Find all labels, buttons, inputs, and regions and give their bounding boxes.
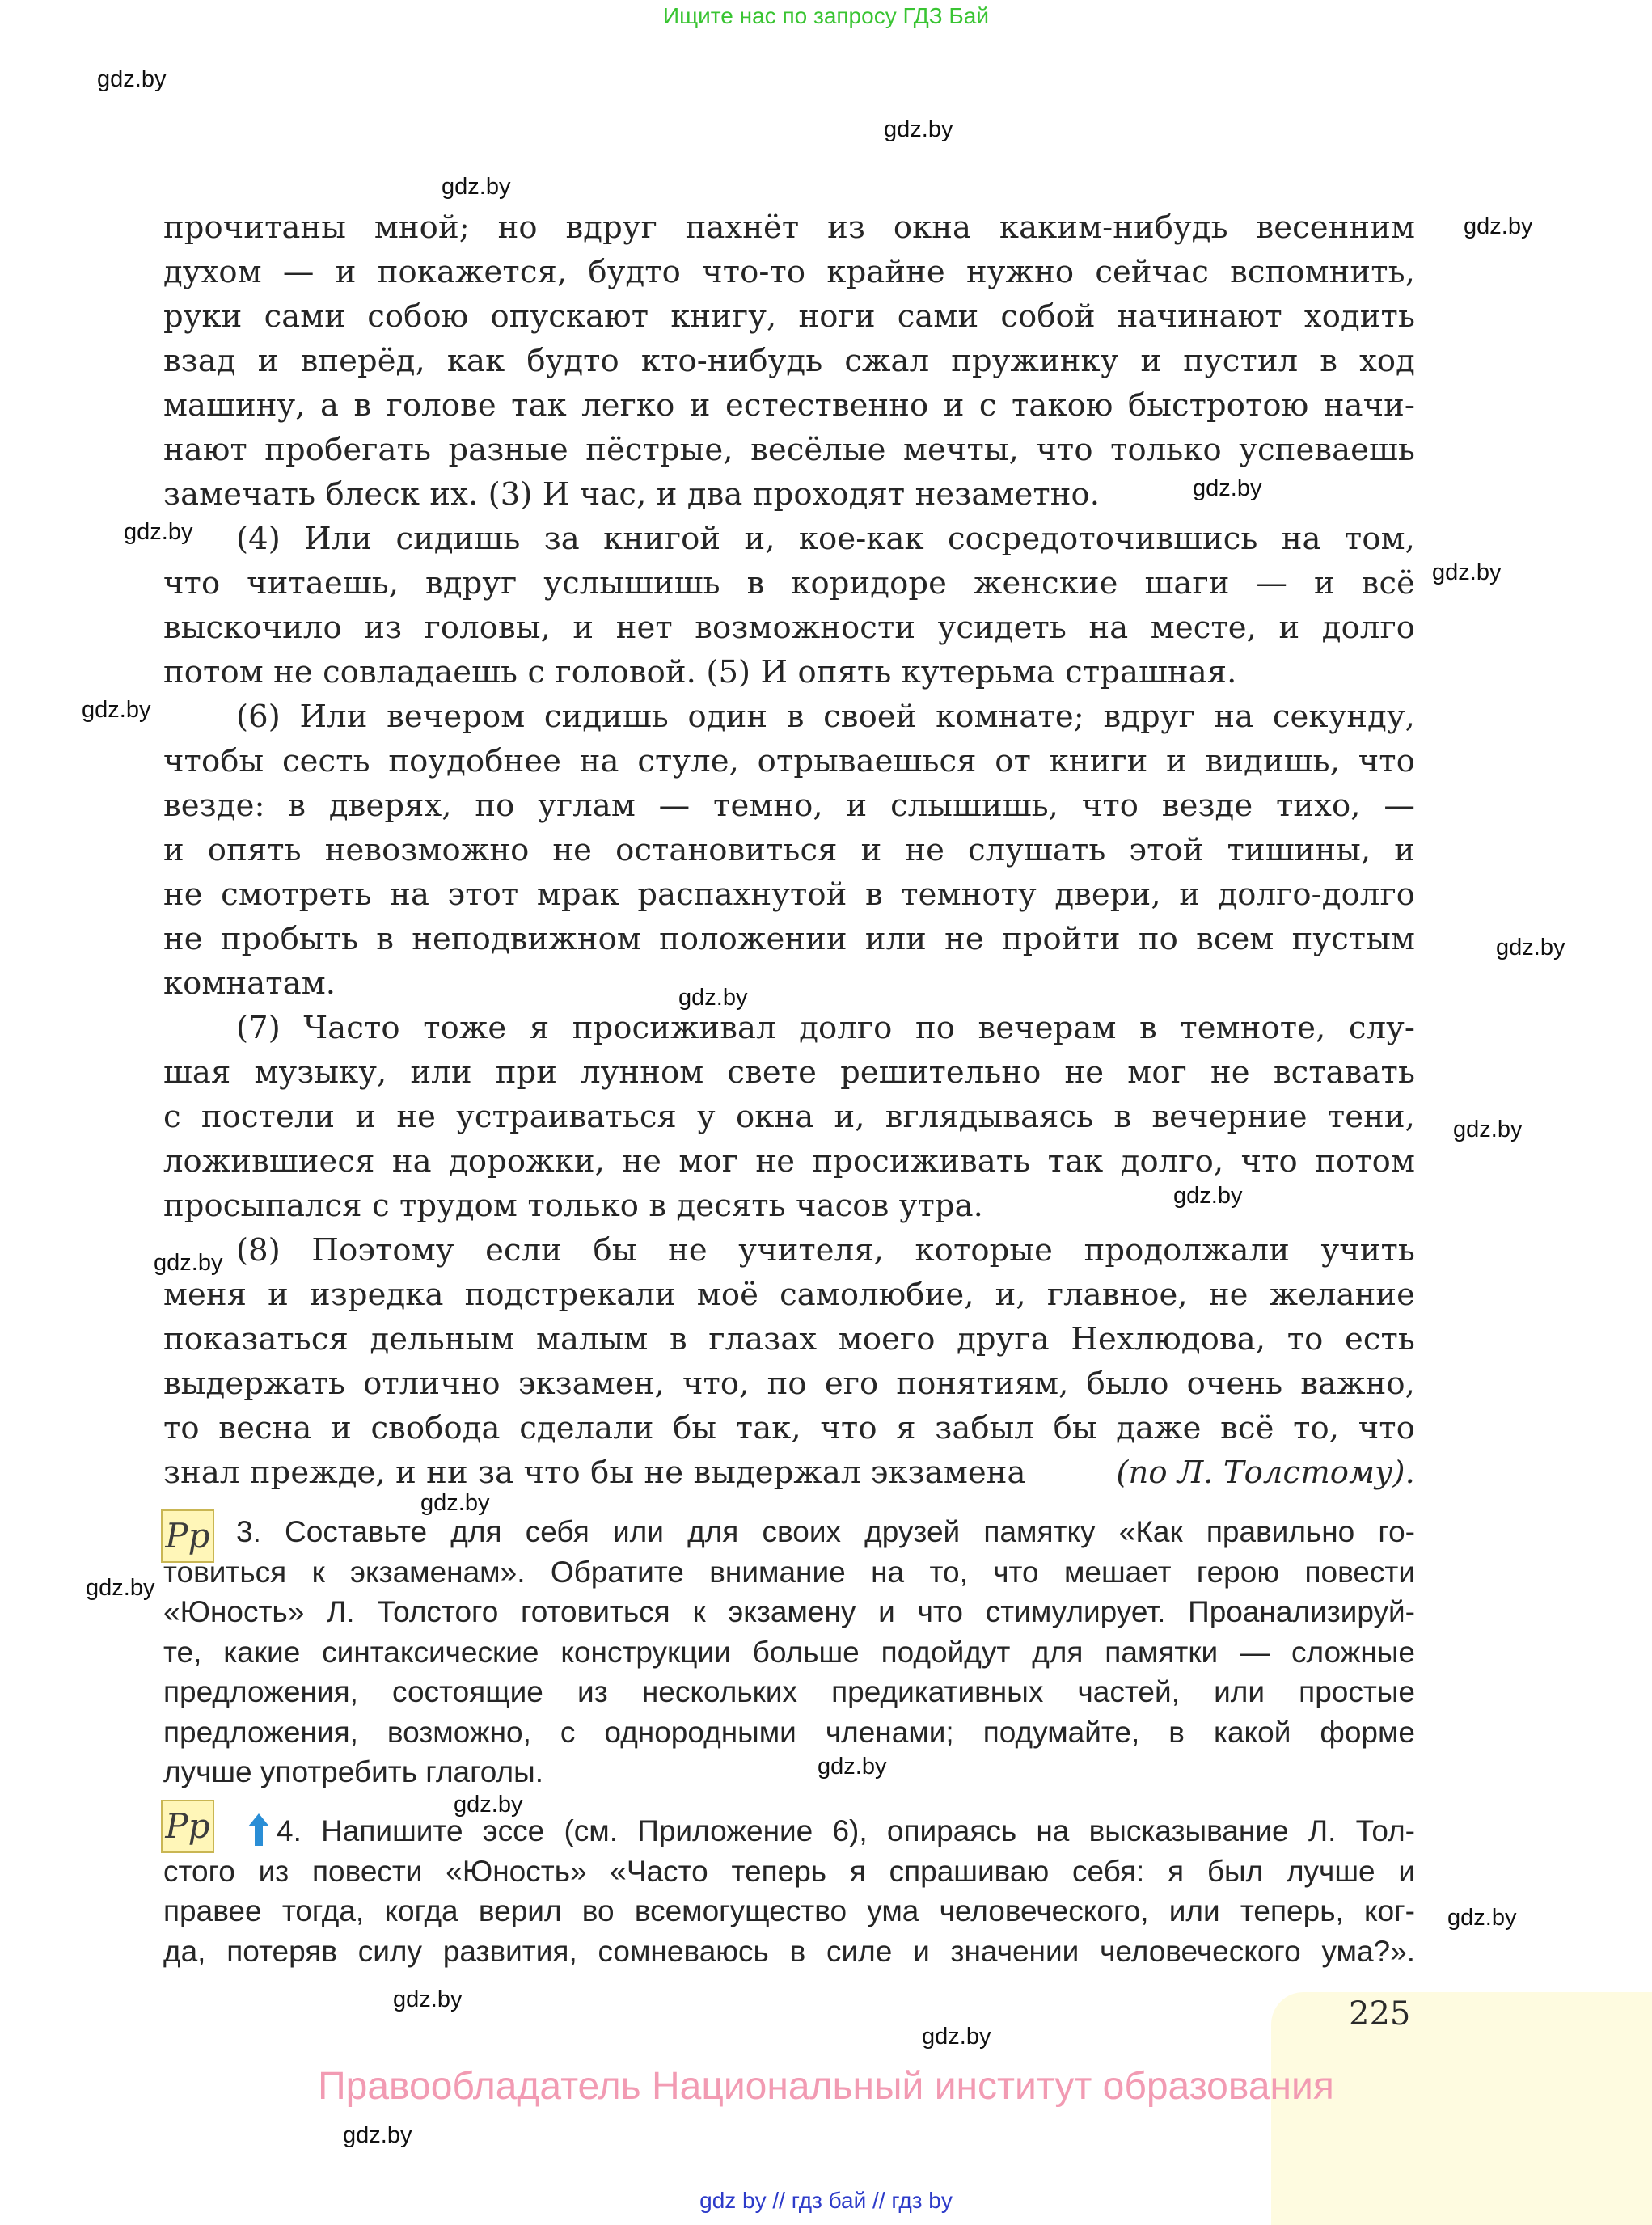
- text-line: взад и вперёд, как будто кто-нибудь сжал пружинку и пустил в ход: [163, 343, 1415, 379]
- text-line-content: знал прежде, и ни за что бы не выдержал экзамена: [163, 1454, 1026, 1491]
- task-3: [163, 1512, 1415, 1792]
- text-line: духом — и покажется, будто что-то крайне нужно сейчас вспомнить,: [163, 254, 1415, 290]
- watermark: gdz.by: [1496, 935, 1565, 961]
- text-line: (7) Часто тоже я просиживал долго по вечерам в темноте, слу-: [236, 1010, 1415, 1046]
- watermark: gdz.by: [82, 697, 151, 723]
- watermark: gdz.by: [154, 1250, 223, 1276]
- task-4: [163, 1811, 1415, 1971]
- text-line: [163, 1450, 1415, 1495]
- footer-links[interactable]: gdz by // гдз бай // гдз by: [699, 2188, 953, 2213]
- text-line: и опять невозможно не остановиться и не слушать этой тишины, и: [163, 832, 1415, 868]
- watermark: gdz.by: [97, 66, 167, 92]
- text-line: (6) Или вечером сидишь один в своей комнате; вдруг на секунду,: [236, 699, 1415, 735]
- text-line: везде: в дверях, по углам — темно, и слышишь, что везде тихо, —: [163, 787, 1415, 824]
- task-icon: Pp: [161, 1800, 214, 1853]
- text-line: нают пробегать разные пёстрые, весёлые мечты, что только успеваешь: [163, 432, 1415, 468]
- task-line: лучше употребить глаголы.: [163, 1755, 544, 1788]
- task-line: 4. Напишите эссе (см. Приложение 6), опираясь на высказывание Л. Тол-: [277, 1814, 1415, 1847]
- text-line: показаться дельным малым в глазах моего друга Нехлюдова, то есть: [163, 1321, 1415, 1357]
- text-line: что читаешь, вдруг услышишь в коридоре женские шаги — и всё: [163, 565, 1415, 602]
- text-line: чтобы сесть поудобнее на стуле, отрываешься от книги и видишь, что: [163, 743, 1415, 779]
- text-line: комнатам.: [163, 965, 336, 1002]
- text-line: с постели и не устраиваться у окна и, вглядываясь в вечерние тени,: [163, 1099, 1415, 1135]
- watermark: gdz.by: [1193, 475, 1262, 501]
- watermark: gdz.by: [922, 2024, 991, 2050]
- watermark: gdz.by: [884, 116, 953, 142]
- text-line: замечать блеск их. (3) И час, и два проходят незаметно.: [163, 476, 1101, 513]
- watermark: gdz.by: [1464, 213, 1533, 239]
- text-line: то весна и свобода сделали бы так, что я забыл бы даже всё то, что: [163, 1410, 1415, 1446]
- task-icon: Pp: [161, 1509, 214, 1563]
- task-line: правее тогда, когда верил во всемогущество ума человеческого, или теперь, ког-: [163, 1894, 1415, 1927]
- task-line: предложения, состоящие из нескольких предикативных частей, или простые: [163, 1675, 1415, 1708]
- task-line: «Юность» Л. Толстого готовиться к экзамену и что стимулирует. Проанализируй-: [163, 1595, 1415, 1628]
- text-line: потом не совладаешь с головой. (5) И опять кутерьма страшная.: [163, 654, 1237, 690]
- task-line: предложения, возможно, с однородными членами; подумайте, в какой форме: [163, 1715, 1415, 1749]
- text-line: (4) Или сидишь за книгой и, кое-как сосредоточившись на том,: [236, 521, 1415, 557]
- text-line: машину, а в голове так легко и естественно и с такою быстротою начи-: [163, 387, 1415, 424]
- task-line: 3. Составьте для себя или для своих друзей памятку «Как правильно го-: [236, 1515, 1415, 1548]
- text-line: меня и изредка подстрекали моё самолюбие, и, главное, не желание: [163, 1277, 1415, 1313]
- text-line: (8) Поэтому если бы не учителя, которые продолжали учить: [236, 1232, 1415, 1269]
- text-line: ложившиеся на дорожки, не мог не просиживать так долго, что потом: [163, 1143, 1415, 1180]
- search-banner: Ищите нас по запросу ГДЗ Бай: [662, 3, 990, 28]
- text-line: шая музыку, или при лунном свете решительно не мог не вставать: [163, 1054, 1415, 1091]
- watermark: gdz.by: [1447, 1905, 1517, 1931]
- watermark: gdz.by: [86, 1575, 155, 1601]
- task-line: товиться к экзаменам». Обратите внимание на то, что мешает герою повести: [163, 1555, 1415, 1589]
- text-line: руки сами собою опускают книгу, ноги сами собой начинают ходить: [163, 298, 1415, 335]
- watermark: gdz.by: [420, 1490, 490, 1516]
- attribution: (по Л. Толстому).: [1116, 1454, 1415, 1491]
- watermark: gdz.by: [343, 2122, 412, 2148]
- copyright-notice: Правообладатель Национальный институт образования: [318, 2065, 1334, 2108]
- task-line: те, какие синтаксические конструкции больше подойдут для памятки — сложные: [163, 1635, 1415, 1669]
- watermark: gdz.by: [818, 1754, 887, 1780]
- watermark: gdz.by: [393, 1986, 463, 2012]
- text-line: не пробыть в неподвижном положении или не пройти по всем пустым: [163, 921, 1415, 957]
- watermark: gdz.by: [454, 1792, 523, 1818]
- watermark: gdz.by: [1432, 559, 1502, 585]
- page-number: 225: [1349, 1995, 1411, 2033]
- watermark: gdz.by: [1173, 1183, 1243, 1209]
- watermark: gdz.by: [678, 985, 748, 1011]
- task-line: да, потеряв силу развития, сомневаюсь в силе и значении человеческого ума?».: [163, 1934, 1415, 1968]
- text-line: не смотреть на этот мрак распахнутой в темноту двери, и долго-долго: [163, 876, 1415, 913]
- text-line: прочитаны мной; но вдруг пахнёт из окна каким-нибудь весенним: [163, 209, 1415, 246]
- text-line: просыпался с трудом только в десять часов утра.: [163, 1188, 983, 1224]
- text-line: выдержать отлично экзамен, что, по его понятиям, было очень важно,: [163, 1366, 1415, 1402]
- watermark: gdz.by: [442, 174, 511, 200]
- watermark: gdz.by: [124, 519, 193, 545]
- story-text: [163, 205, 1415, 1495]
- watermark: gdz.by: [1453, 1117, 1523, 1142]
- text-line: выскочило из головы, и нет возможности усидеть на месте, и долго: [163, 610, 1415, 646]
- task-line: стого из повести «Юность» «Часто теперь я спрашиваю себя: я был лучше и: [163, 1854, 1415, 1888]
